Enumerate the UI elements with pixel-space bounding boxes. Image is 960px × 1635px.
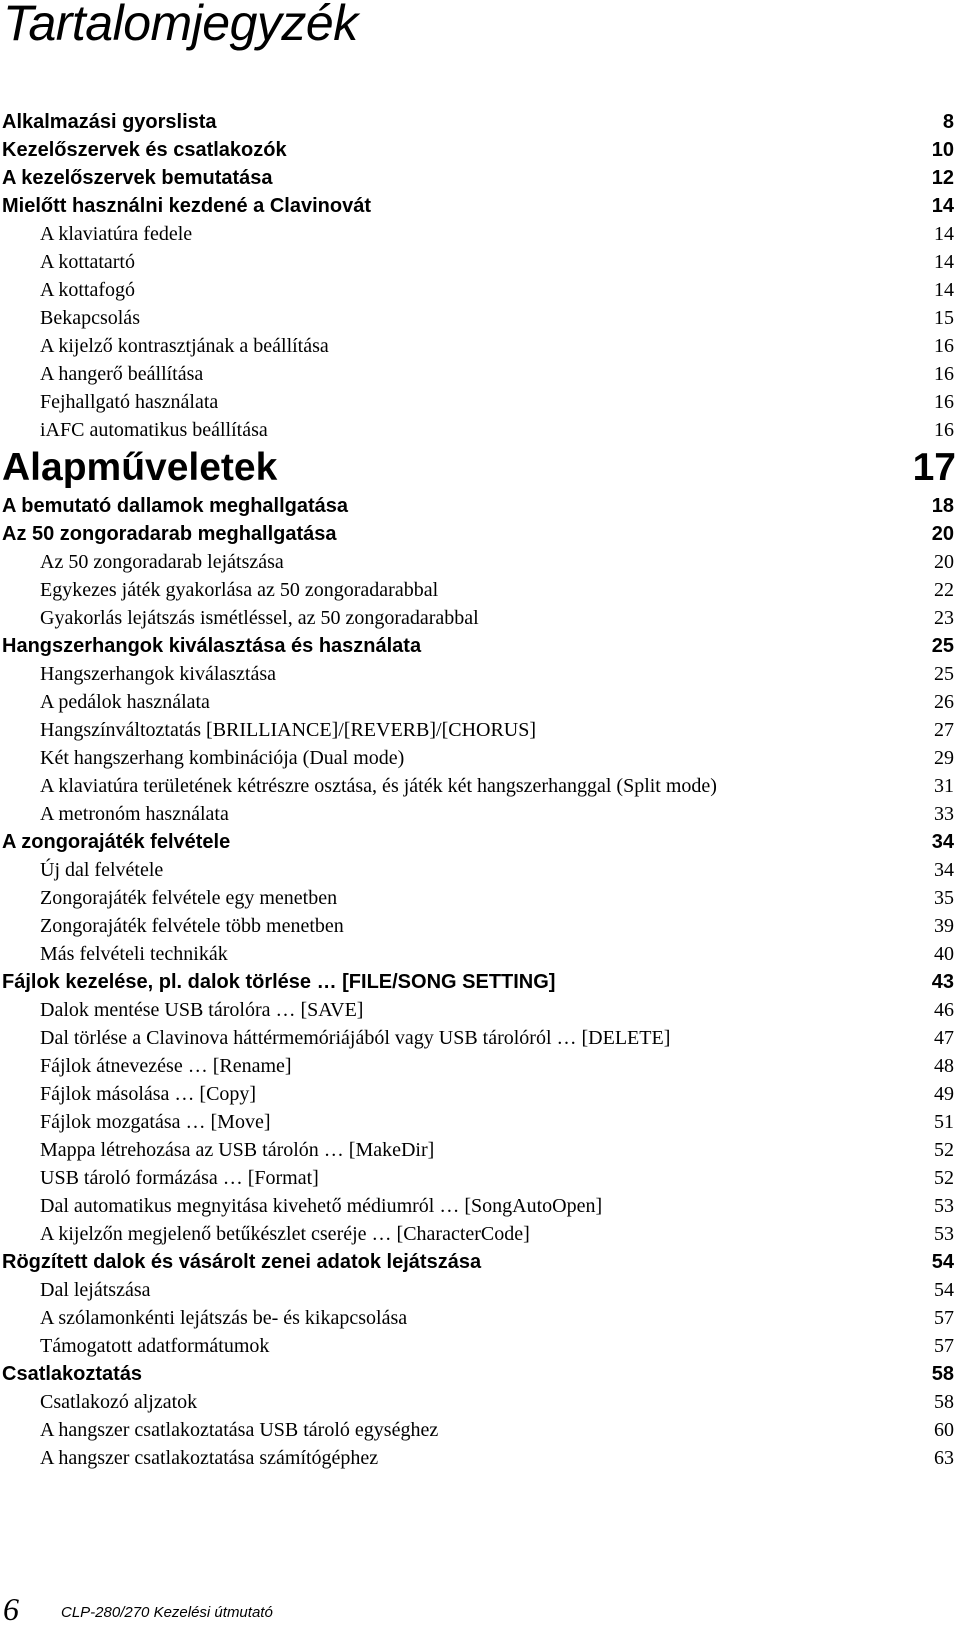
- toc-entry-title: Fájlok másolása … [Copy]: [40, 1083, 257, 1105]
- toc-entry-title: Hangszínváltoztatás [BRILLIANCE]/[REVERB]/[CHORUS]: [40, 719, 537, 741]
- toc-entry-title: A metronóm használata: [40, 803, 229, 825]
- toc-subsection[interactable]: [0, 1388, 960, 1416]
- toc-subsection[interactable]: [0, 1444, 960, 1472]
- toc-entry-page: 14: [934, 279, 954, 301]
- toc-entry-page: 46: [934, 999, 954, 1021]
- toc-subsection[interactable]: [0, 576, 960, 604]
- toc-subsection[interactable]: [0, 800, 960, 828]
- toc-entry-page: 29: [934, 747, 954, 769]
- toc-entry-page: 58: [931, 1363, 954, 1385]
- toc-entry-page: 51: [934, 1111, 954, 1133]
- toc-subsection[interactable]: [0, 660, 960, 688]
- toc-entry-page: 8: [942, 111, 954, 133]
- toc-entry-page: 20: [931, 523, 954, 545]
- toc-entry-title: Mappa létrehozása az USB tárolón … [MakeDir]: [40, 1139, 435, 1161]
- toc-entry-page: 26: [934, 691, 954, 713]
- toc-entry-title: A klaviatúra fedele: [40, 223, 193, 245]
- toc-subsection[interactable]: [0, 360, 960, 388]
- toc-subsection[interactable]: [0, 276, 960, 304]
- toc-entry-title: A pedálok használata: [40, 691, 210, 713]
- toc-entry-title: A hangszer csatlakoztatása számítógéphez: [40, 1447, 379, 1469]
- toc-entry-page: 18: [931, 495, 954, 517]
- toc-entry-page: 25: [934, 663, 954, 685]
- toc-entry-page: 20: [934, 551, 954, 573]
- toc-entry-title: Gyakorlás lejátszás ismétléssel, az 50 zongoradarabbal: [40, 607, 479, 629]
- toc-section[interactable]: [0, 1248, 960, 1276]
- toc-entry-page: 53: [934, 1223, 954, 1245]
- toc-entry-page: 63: [934, 1447, 954, 1469]
- toc-entry-page: 39: [934, 915, 954, 937]
- toc-entry-title: A kottafogó: [40, 279, 135, 301]
- toc-entry-title: Új dal felvétele: [40, 859, 164, 881]
- toc-subsection[interactable]: [0, 1276, 960, 1304]
- toc-subsection[interactable]: [0, 1024, 960, 1052]
- toc-entry-page: 48: [934, 1055, 954, 1077]
- toc-entry-title: Alkalmazási gyorslista: [2, 111, 217, 133]
- toc-section[interactable]: [0, 164, 960, 192]
- toc-section[interactable]: [0, 828, 960, 856]
- toc-entry-title: A hangszer csatlakoztatása USB tároló egységhez: [40, 1419, 439, 1441]
- toc-subsection[interactable]: [0, 604, 960, 632]
- toc-entry-page: 40: [934, 943, 954, 965]
- toc-entry-title: Dalok mentése USB tárolóra … [SAVE]: [40, 999, 364, 1021]
- toc-entry-title: Fájlok átnevezése … [Rename]: [40, 1055, 292, 1077]
- toc-entry-page: 58: [934, 1391, 954, 1413]
- toc-entry-title: Más felvételi technikák: [40, 943, 228, 965]
- toc-subsection[interactable]: [0, 388, 960, 416]
- toc-subsection[interactable]: [0, 744, 960, 772]
- toc-entry-title: A kezelőszervek bemutatása: [2, 167, 273, 189]
- toc-entry-page: 54: [934, 1279, 954, 1301]
- toc-subsection[interactable]: [0, 1052, 960, 1080]
- toc-subsection[interactable]: [0, 688, 960, 716]
- toc-entry-page: 10: [931, 139, 954, 161]
- toc-subsection[interactable]: [0, 1332, 960, 1360]
- toc-section[interactable]: [0, 192, 960, 220]
- toc-entry-title: Fejhallgató használata: [40, 391, 219, 413]
- toc-entry-title: Alapműveletek: [2, 446, 278, 489]
- toc-subsection[interactable]: [0, 304, 960, 332]
- toc-subsection[interactable]: [0, 772, 960, 800]
- toc-entry-title: Egykezes játék gyakorlása az 50 zongoradarabbal: [40, 579, 439, 601]
- toc-entry-page: 54: [931, 1251, 954, 1273]
- toc-entry-page: 52: [934, 1139, 954, 1161]
- toc-entry-title: Csatlakozó aljzatok: [40, 1391, 198, 1413]
- toc-entry-title: A kijelzőn megjelenő betűkészlet cseréje … [CharacterCode]: [40, 1223, 530, 1245]
- toc-subsection[interactable]: [0, 1080, 960, 1108]
- footer-manual-title: CLP-280/270 Kezelési útmutató: [61, 1604, 273, 1621]
- toc-entry-title: A kijelző kontrasztjának a beállítása: [40, 335, 329, 357]
- toc-section[interactable]: [0, 492, 960, 520]
- toc-entry-title: Rögzített dalok és vásárolt zenei adatok lejátszása: [2, 1251, 482, 1273]
- toc-entry-title: Mielőtt használni kezdené a Clavinovát: [2, 195, 371, 217]
- toc-subsection[interactable]: [0, 416, 960, 444]
- toc-entry-page: 16: [934, 391, 954, 413]
- toc-section[interactable]: [0, 108, 960, 136]
- toc-entry-title: Csatlakoztatás: [2, 1363, 143, 1385]
- toc-entry-page: 34: [934, 859, 954, 881]
- toc-entry-title: USB tároló formázása … [Format]: [40, 1167, 319, 1189]
- toc-entry-page: 27: [934, 719, 954, 741]
- toc-section[interactable]: [0, 632, 960, 660]
- toc-entry-title: A bemutató dallamok meghallgatása: [2, 495, 349, 517]
- toc-entry-title: Fájlok mozgatása … [Move]: [40, 1111, 271, 1133]
- toc-entry-page: 23: [934, 607, 954, 629]
- toc-subsection[interactable]: [0, 912, 960, 940]
- toc-entry-title: Zongorajáték felvétele egy menetben: [40, 887, 338, 909]
- toc-entry-title: Két hangszerhang kombinációja (Dual mode): [40, 747, 405, 769]
- toc-subsection[interactable]: [0, 996, 960, 1024]
- toc-entry-page: 22: [934, 579, 954, 601]
- toc-subsection[interactable]: [0, 248, 960, 276]
- toc-entry-page: 12: [931, 167, 954, 189]
- toc-entry-title: A hangerő beállítása: [40, 363, 204, 385]
- toc-entry-page: 52: [934, 1167, 954, 1189]
- toc-entry-page: 31: [934, 775, 954, 797]
- toc-entry-page: 57: [934, 1335, 954, 1357]
- toc-subsection[interactable]: [0, 940, 960, 968]
- toc-entry-title: A kottatartó: [40, 251, 135, 273]
- toc-entry-title: Fájlok kezelése, pl. dalok törlése … [FILE/SONG SETTING]: [2, 971, 556, 993]
- toc-entry-title: Az 50 zongoradarab meghallgatása: [2, 523, 337, 545]
- toc-entry-page: 43: [931, 971, 954, 993]
- toc-entry-page: 57: [934, 1307, 954, 1329]
- toc-entry-page: 16: [934, 419, 954, 441]
- toc-entry-title: Dal törlése a Clavinova háttérmemóriájából vagy USB tárolóról … [DELETE]: [40, 1027, 671, 1049]
- toc-entry-page: 33: [934, 803, 954, 825]
- toc-entry-page: 53: [934, 1195, 954, 1217]
- page-title: Tartalomjegyzék: [3, 0, 358, 51]
- toc-chapter[interactable]: [0, 444, 960, 492]
- toc-section[interactable]: [0, 968, 960, 996]
- toc-section[interactable]: [0, 520, 960, 548]
- toc-subsection[interactable]: [0, 332, 960, 360]
- toc-entry-page: 14: [934, 251, 954, 273]
- toc-entry-title: Hangszerhangok kiválasztása: [40, 663, 277, 685]
- toc-entry-title: A klaviatúra területének kétrészre osztása, és játék két hangszerhanggal (Split mode): [40, 775, 717, 797]
- toc-entry-page: 34: [931, 831, 954, 853]
- toc-entry-page: 16: [934, 363, 954, 385]
- toc-entry-title: Dal lejátszása: [40, 1279, 151, 1301]
- toc-entry-title: Az 50 zongoradarab lejátszása: [40, 551, 284, 573]
- toc-entry-page: 60: [934, 1419, 954, 1441]
- toc-subsection[interactable]: [0, 220, 960, 248]
- toc-subsection[interactable]: [0, 1416, 960, 1444]
- toc-entry-page: 15: [934, 307, 954, 329]
- toc-entry-page: 49: [934, 1083, 954, 1105]
- toc-entry-page: 47: [934, 1027, 954, 1049]
- footer-page-number: 6: [3, 1591, 19, 1627]
- toc-entry-title: Bekapcsolás: [40, 307, 140, 329]
- toc-entry-page: 16: [934, 335, 954, 357]
- toc-entry-page: 17: [912, 446, 956, 489]
- toc-entry-page: 35: [934, 887, 954, 909]
- toc-subsection[interactable]: [0, 1108, 960, 1136]
- toc-entry-title: Támogatott adatformátumok: [40, 1335, 270, 1357]
- toc-entry-title: Dal automatikus megnyitása kivehető médiumról … [SongAutoOpen]: [40, 1195, 603, 1217]
- toc-subsection[interactable]: [0, 1220, 960, 1248]
- toc-subsection[interactable]: [0, 1192, 960, 1220]
- toc-entry-title: A szólamonkénti lejátszás be- és kikapcsolása: [40, 1307, 408, 1329]
- toc-section[interactable]: [0, 1360, 960, 1388]
- toc-entry-title: Kezelőszervek és csatlakozók: [2, 139, 287, 161]
- toc-entry-title: Zongorajáték felvétele több menetben: [40, 915, 344, 937]
- toc-subsection[interactable]: [0, 856, 960, 884]
- toc-subsection[interactable]: [0, 548, 960, 576]
- toc-entry-page: 14: [934, 223, 954, 245]
- toc-subsection[interactable]: [0, 1164, 960, 1192]
- toc-section[interactable]: [0, 136, 960, 164]
- toc-subsection[interactable]: [0, 884, 960, 912]
- toc-subsection[interactable]: [0, 1136, 960, 1164]
- toc-entry-title: iAFC automatikus beállítása: [40, 419, 268, 441]
- toc-entry-title: A zongorajáték felvétele: [2, 831, 231, 853]
- toc-entry-page: 14: [931, 195, 954, 217]
- toc-entry-page: 25: [931, 635, 954, 657]
- toc-entry-title: Hangszerhangok kiválasztása és használata: [2, 635, 422, 657]
- toc-subsection[interactable]: [0, 1304, 960, 1332]
- table-of-contents: [0, 108, 960, 1472]
- toc-subsection[interactable]: [0, 716, 960, 744]
